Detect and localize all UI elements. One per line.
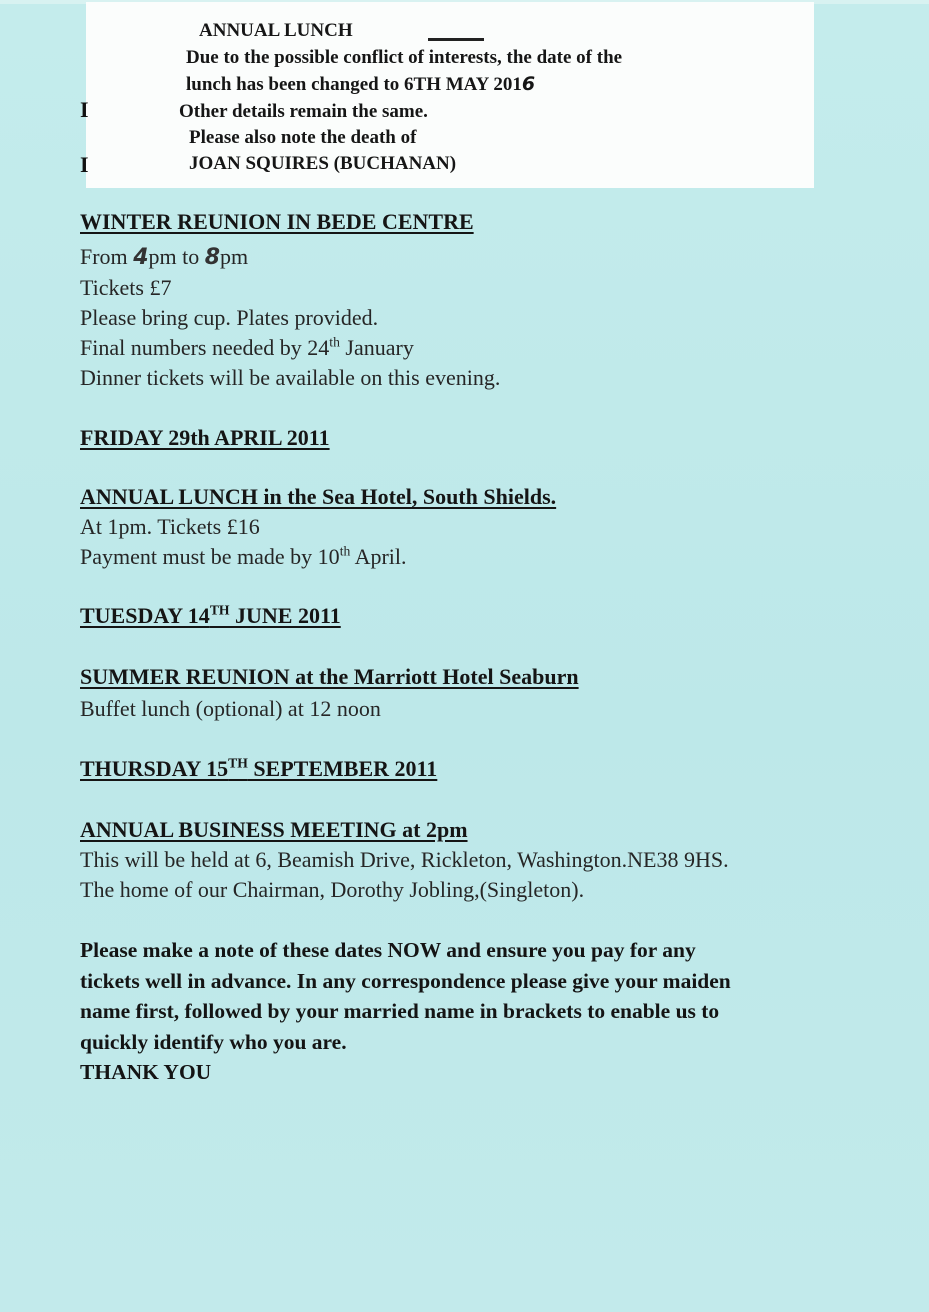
- annual-lunch-notice-slip: [86, 2, 814, 188]
- notice-line-name: JOAN SQUIRES (BUCHANAN): [189, 153, 457, 174]
- summer-reunion-buffet: Buffet lunch (optional) at 12 noon: [80, 696, 381, 721]
- closing-paragraph: [80, 935, 731, 1088]
- winter-final-numbers: Final numbers needed by 24th January: [80, 334, 414, 360]
- business-meeting-details: [80, 845, 729, 905]
- handwritten-start-time: 4: [133, 245, 149, 270]
- thank-you: THANK YOU: [80, 1060, 212, 1084]
- closing-line-1: Please make a note of these dates NOW and ensure you pay for any: [80, 938, 696, 962]
- annual-lunch-time: At 1pm. Tickets £16: [80, 514, 260, 539]
- summer-reunion-heading: SUMMER REUNION at the Marriott Hotel Seaburn: [80, 664, 579, 689]
- tuesday-date-heading: TUESDAY 14TH JUNE 2011: [80, 602, 341, 628]
- annual-lunch-heading: ANNUAL LUNCH in the Sea Hotel, South Shields.: [80, 484, 557, 509]
- notice-title: ANNUAL LUNCH: [199, 20, 353, 41]
- notice-handwritten-dash: [428, 38, 484, 41]
- closing-line-4: quickly identify who you are.: [80, 1029, 347, 1054]
- notice-handwritten-digit: 6: [521, 73, 536, 95]
- notice-line-date-change: [186, 71, 535, 98]
- winter-dinner: Dinner tickets will be available on this evening.: [80, 365, 501, 390]
- notice-line-conflict: Due to the possible conflict of interests, the date of the: [186, 47, 623, 68]
- friday-date-heading: FRIDAY 29th APRIL 2011: [80, 425, 330, 450]
- handwritten-end-time: 8: [204, 245, 221, 270]
- winter-reunion-heading: WINTER REUNION IN BEDE CENTRE: [80, 209, 474, 234]
- business-meeting-heading: ANNUAL BUSINESS MEETING at 2pm: [80, 817, 468, 842]
- margin-mark-2: I: [80, 152, 89, 177]
- notice-line-other-details: Other details remain the same.: [179, 101, 428, 122]
- annual-lunch-details: [80, 512, 407, 572]
- meeting-address: This will be held at 6, Beamish Drive, Rickleton, Washington.NE38 9HS.: [80, 847, 729, 872]
- margin-mark-1: I: [80, 97, 89, 122]
- closing-line-2: tickets well in advance. In any correspondence please give your maiden: [80, 968, 731, 993]
- thursday-date-heading: THURSDAY 15TH SEPTEMBER 2011: [80, 755, 438, 781]
- closing-line-3: name first, followed by your married name in brackets to enable us to: [80, 999, 720, 1023]
- notice-line-death: Please also note the death of: [189, 127, 417, 148]
- winter-bring: Please bring cup. Plates provided.: [80, 305, 379, 330]
- notice-date-text: lunch has been changed to 6TH MAY 201: [186, 74, 522, 95]
- annual-lunch-payment: Payment must be made by 10th April.: [80, 543, 407, 569]
- meeting-host: The home of our Chairman, Dorothy Jobling,(Singleton).: [80, 877, 585, 902]
- winter-reunion-details: [80, 242, 500, 393]
- winter-tickets: Tickets £7: [80, 275, 172, 300]
- winter-time-line: From 4pm to 8pm: [80, 244, 249, 270]
